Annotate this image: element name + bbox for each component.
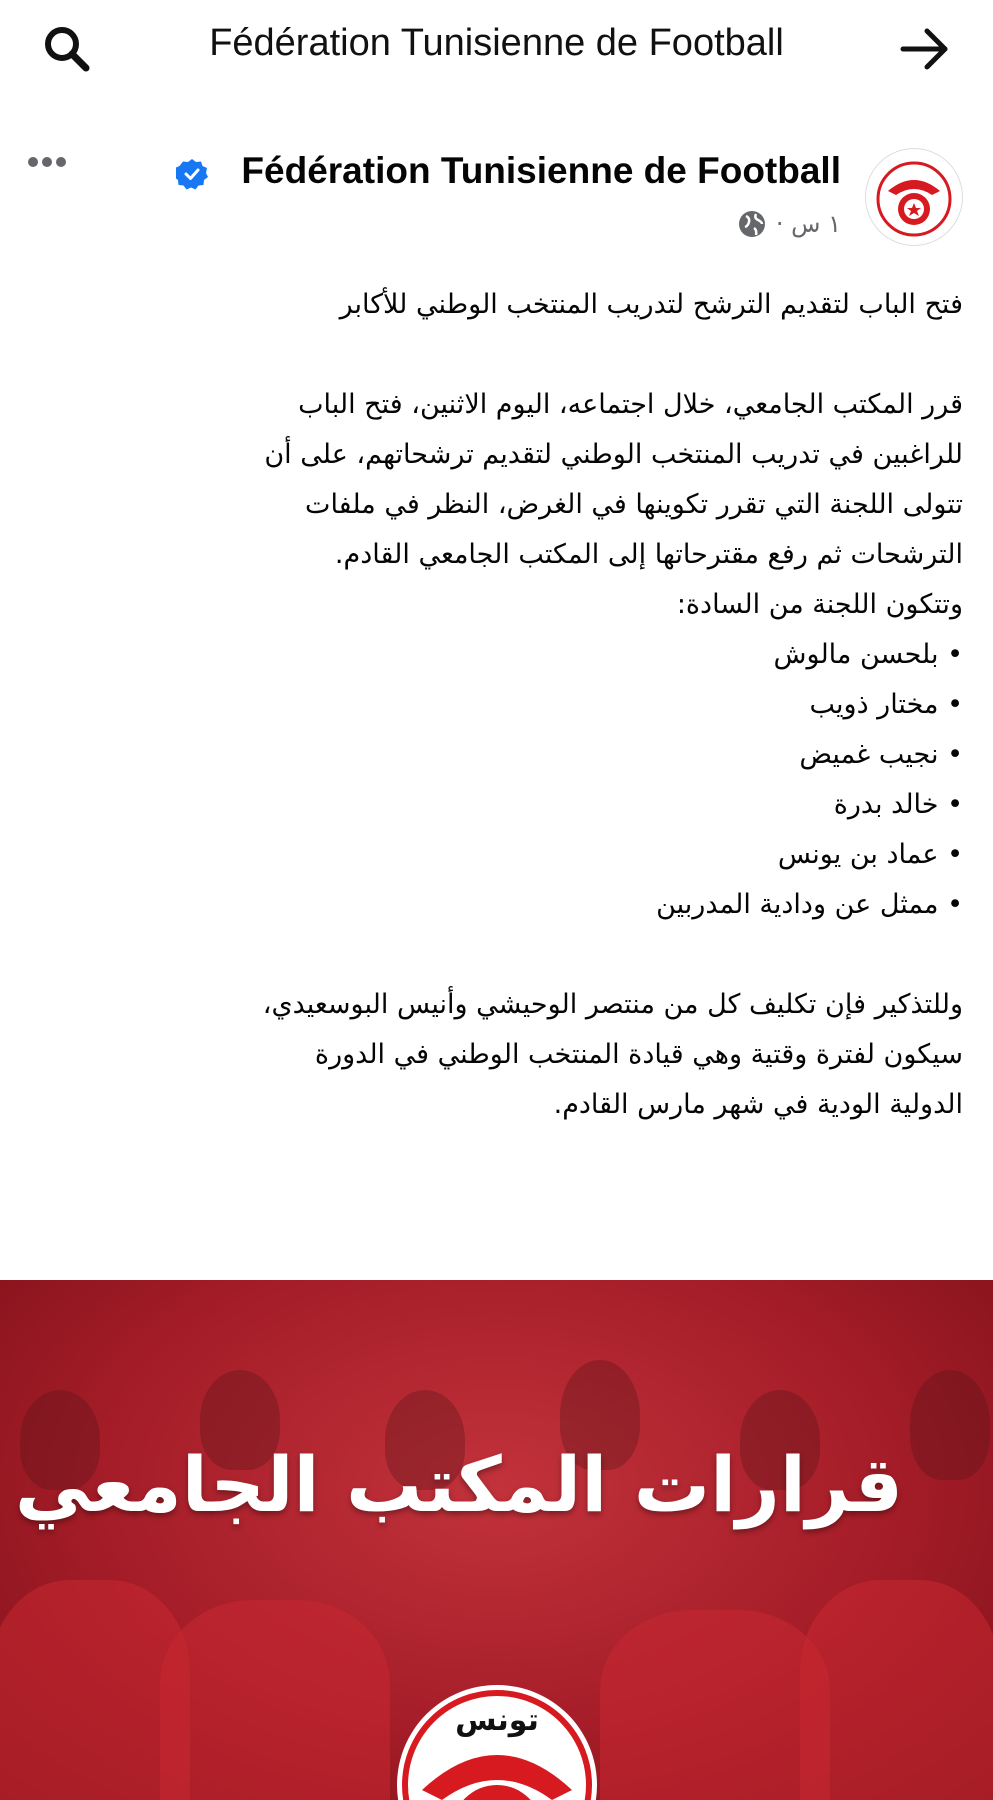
body-line: وتتكون اللجنة من السادة:: [676, 589, 963, 620]
author-avatar[interactable]: [865, 148, 963, 246]
member-item: • عماد بن يونس: [40, 830, 963, 880]
author-name[interactable]: Fédération Tunisienne de Football: [241, 150, 841, 191]
body-line: تتولى اللجنة التي تقرر تكوينها في الغرض، النظر في ملفات: [305, 489, 963, 520]
image-title: قرارات المكتب الجامعي: [14, 1440, 903, 1529]
member-item: • خالد بدرة: [40, 780, 963, 830]
body-line: الترشحات ثم رفع مقترحاتها إلى المكتب الجامعي القادم.: [334, 539, 963, 570]
arrow-right-icon[interactable]: [899, 24, 951, 74]
globe-icon: [738, 210, 766, 238]
body-line: للراغبين في تدريب المنتخب الوطني لتقديم ترشحاتهم، على أن: [264, 439, 963, 470]
post-body: [40, 280, 963, 1130]
body-line: سيكون لفترة وقتية وهي قيادة المنتخب الوطني في الدورة: [314, 1039, 963, 1070]
crest-text: تونس: [455, 1703, 539, 1738]
post-image[interactable]: [0, 1280, 993, 1800]
member-item: • ممثل عن ودادية المدربين: [40, 880, 963, 930]
body-line: قرر المكتب الجامعي، خلال اجتماعه، اليوم الاثنين، فتح الباب: [298, 389, 963, 420]
post-time[interactable]: ١ س ·: [775, 210, 841, 238]
page-title: Fédération Tunisienne de Football: [209, 22, 784, 64]
post-headline: فتح الباب لتقديم الترشح لتدريب المنتخب الوطني للأكابر: [339, 289, 963, 320]
member-item: • مختار ذويب: [40, 680, 963, 730]
more-options-button[interactable]: [28, 152, 72, 166]
verified-badge-icon: [176, 158, 208, 190]
member-item: • نجيب غميض: [40, 730, 963, 780]
post-meta: [738, 210, 841, 238]
member-item: • بلحسن مالوش: [40, 630, 963, 680]
top-bar: [0, 0, 993, 95]
ftf-crest-icon: [866, 149, 962, 245]
body-line: وللتذكير فإن تكليف كل من منتصر الوحيشي وأنيس البوسعيدي،: [262, 989, 963, 1020]
ftf-crest-logo: [392, 1680, 602, 1800]
body-line: الدولية الودية في شهر مارس القادم.: [553, 1089, 963, 1120]
